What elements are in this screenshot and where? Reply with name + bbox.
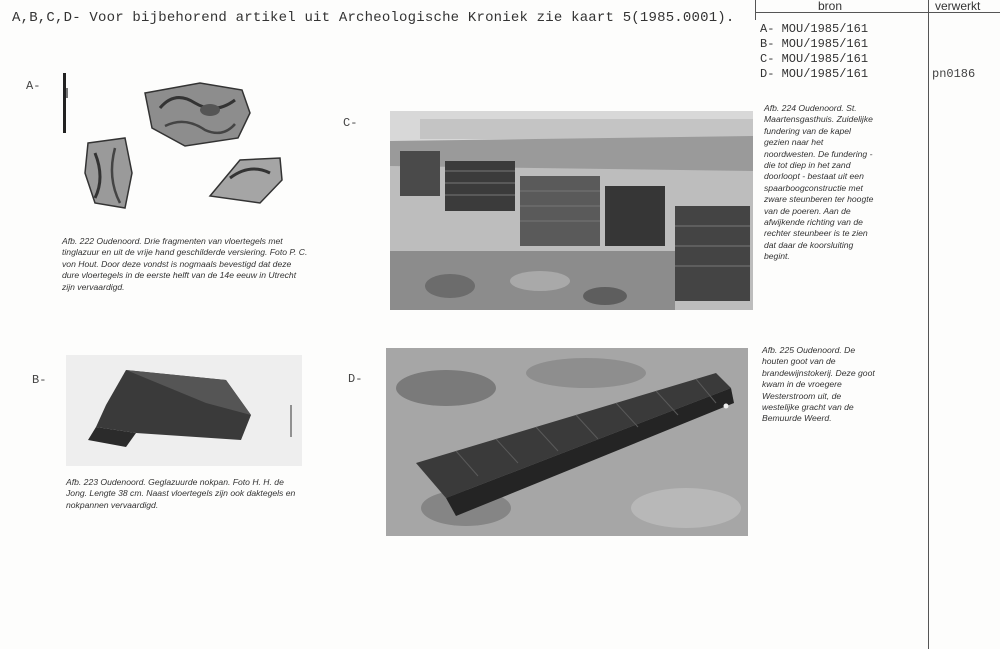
bron-ref-a: A- MOU/1985/161 (760, 22, 869, 36)
label-b: B- (32, 373, 47, 387)
photo-wooden-gutter (386, 348, 748, 536)
verwerkt-value: pn0186 (932, 67, 976, 81)
caption-afb-222: Afb. 222 Oudenoord. Drie fragmenten van vloertegels met tinglazuur en uit de vrije hand geschilderde versiering. Foto P. C. von Hout. Door deze vondst is nogmaals bevestigd dat deze dure vloertegels in de eerste helft van de 14e eeuw in Utrecht zijn vervaardigd. (62, 236, 308, 292)
label-d: D- (348, 372, 363, 386)
bron-ref-d: D- MOU/1985/161 (760, 67, 869, 81)
table-header-bron: bron (818, 0, 843, 13)
table-divider-left (755, 0, 756, 20)
photo-foundation-excavation (390, 111, 753, 310)
document-header: A,B,C,D- Voor bijbehorend artikel uit Archeologische Kroniek zie kaart 5(1985.0001). (12, 10, 735, 26)
label-c: C- (343, 116, 358, 130)
bron-ref-b: B- MOU/1985/161 (760, 37, 869, 51)
caption-afb-225: Afb. 225 Oudenoord. De houten goot van de brandewijnstokerij. Deze goot kwam in de vroegere Westerstroom uit, de westelijke gracht van de Bemuurde Weerd. (762, 345, 875, 424)
table-header-verwerkt: verwerkt (935, 0, 981, 13)
photo-ridge-tile (66, 355, 302, 466)
photo-tile-fragments (60, 68, 320, 218)
table-divider-mid (928, 0, 929, 649)
label-a: A- (26, 79, 41, 93)
bron-ref-c: C- MOU/1985/161 (760, 52, 869, 66)
caption-afb-223: Afb. 223 Oudenoord. Geglazuurde nokpan. Foto H. H. de Jong. Lengte 38 cm. Naast vloertegels zijn ook daktegels en nokpannen vervaardigd. (66, 477, 296, 510)
caption-afb-224: Afb. 224 Oudenoord. St. Maartensgasthuis. Zuidelijke fundering van de kapel gezien naar het noordwesten. De fundering - die tot diep in het zand doorloopt - bestaat uit een spaarboogconstructie met zware steunberen ter hoogte van de poeren. Aan de afwijkende richting van de rechter steunbeer is te zien dat daar de koorsluiting begint. (764, 103, 874, 262)
